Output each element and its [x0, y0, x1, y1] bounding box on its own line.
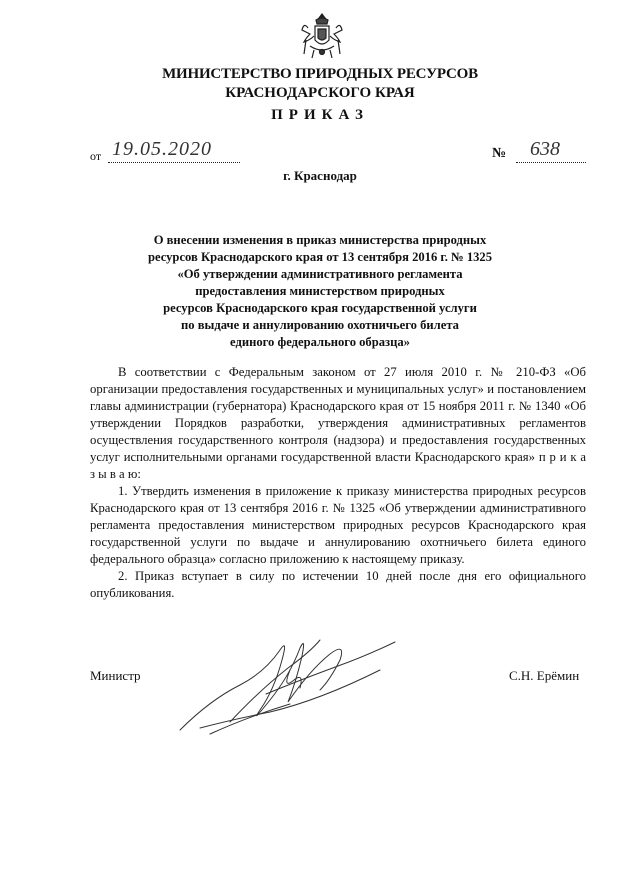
city-label: г. Краснодар	[283, 168, 357, 183]
signatory-position: Министр	[90, 668, 141, 683]
order-item-2: 2. Приказ вступает в силу по истечении 10 дней после дня его официального опубликования.	[90, 569, 586, 600]
preamble-paragraph: В соответствии с Федеральным законом от 27 июля 2010 г. № 210-ФЗ «Об организации предоставления государственных и муниципальных услуг» и постановлением главы администрации (губернатора) Краснодарского края от 15 ноября 2011 г. № 1340 «Об утверждении Порядков разработки, утверждения административных регламентов осуществления государственного контроля (надзора) и предоставления государственных услуг исполнительными органами государственной власти Краснодарского края» п р и к а з ы в а ю:	[90, 365, 586, 481]
title-line: ресурсов Краснодарского края государственной услуги	[163, 301, 477, 315]
document-type: ПРИКАЗ	[271, 107, 369, 123]
date-underline	[108, 162, 240, 163]
title-line: «Об утверждении административного регламента	[177, 267, 463, 281]
title-line: О внесении изменения в приказ министерства природных	[153, 233, 487, 247]
document-number: 638	[530, 138, 560, 160]
number-underline	[516, 162, 586, 163]
order-item-1: 1. Утвердить изменения в приложение к приказу министерства природных ресурсов Краснодарского края от 13 сентября 2016 г. № 1325 «Об утверждении административного регламента предоставления министерством природных ресурсов Краснодарского края государственной услуги по выдаче и аннулированию охотничьего билета единого федерального образца» согласно приложению к настоящему приказу.	[90, 484, 586, 566]
title-line: ресурсов Краснодарского края от 13 сентября 2016 г. № 1325	[147, 250, 493, 264]
title-line: предоставления министерством природных	[195, 284, 445, 298]
date-prefix: от	[90, 149, 102, 163]
order-body	[90, 364, 586, 602]
ministry-name-line2: КРАСНОДАРСКОГО КРАЯ	[225, 85, 415, 101]
order-title	[120, 232, 520, 351]
signatory-name: С.Н. Ерёмин	[509, 668, 580, 683]
handwritten-signature	[170, 630, 410, 740]
title-line: по выдаче и аннулированию охотничьего билета	[181, 318, 459, 332]
ministry-name-line1: МИНИСТЕРСТВО ПРИРОДНЫХ РЕСУРСОВ	[162, 66, 478, 82]
document-date: 19.05.2020	[112, 138, 212, 160]
number-prefix: №	[492, 146, 507, 161]
coat-of-arms-icon	[300, 10, 344, 62]
title-line: единого федерального образца»	[230, 335, 410, 349]
